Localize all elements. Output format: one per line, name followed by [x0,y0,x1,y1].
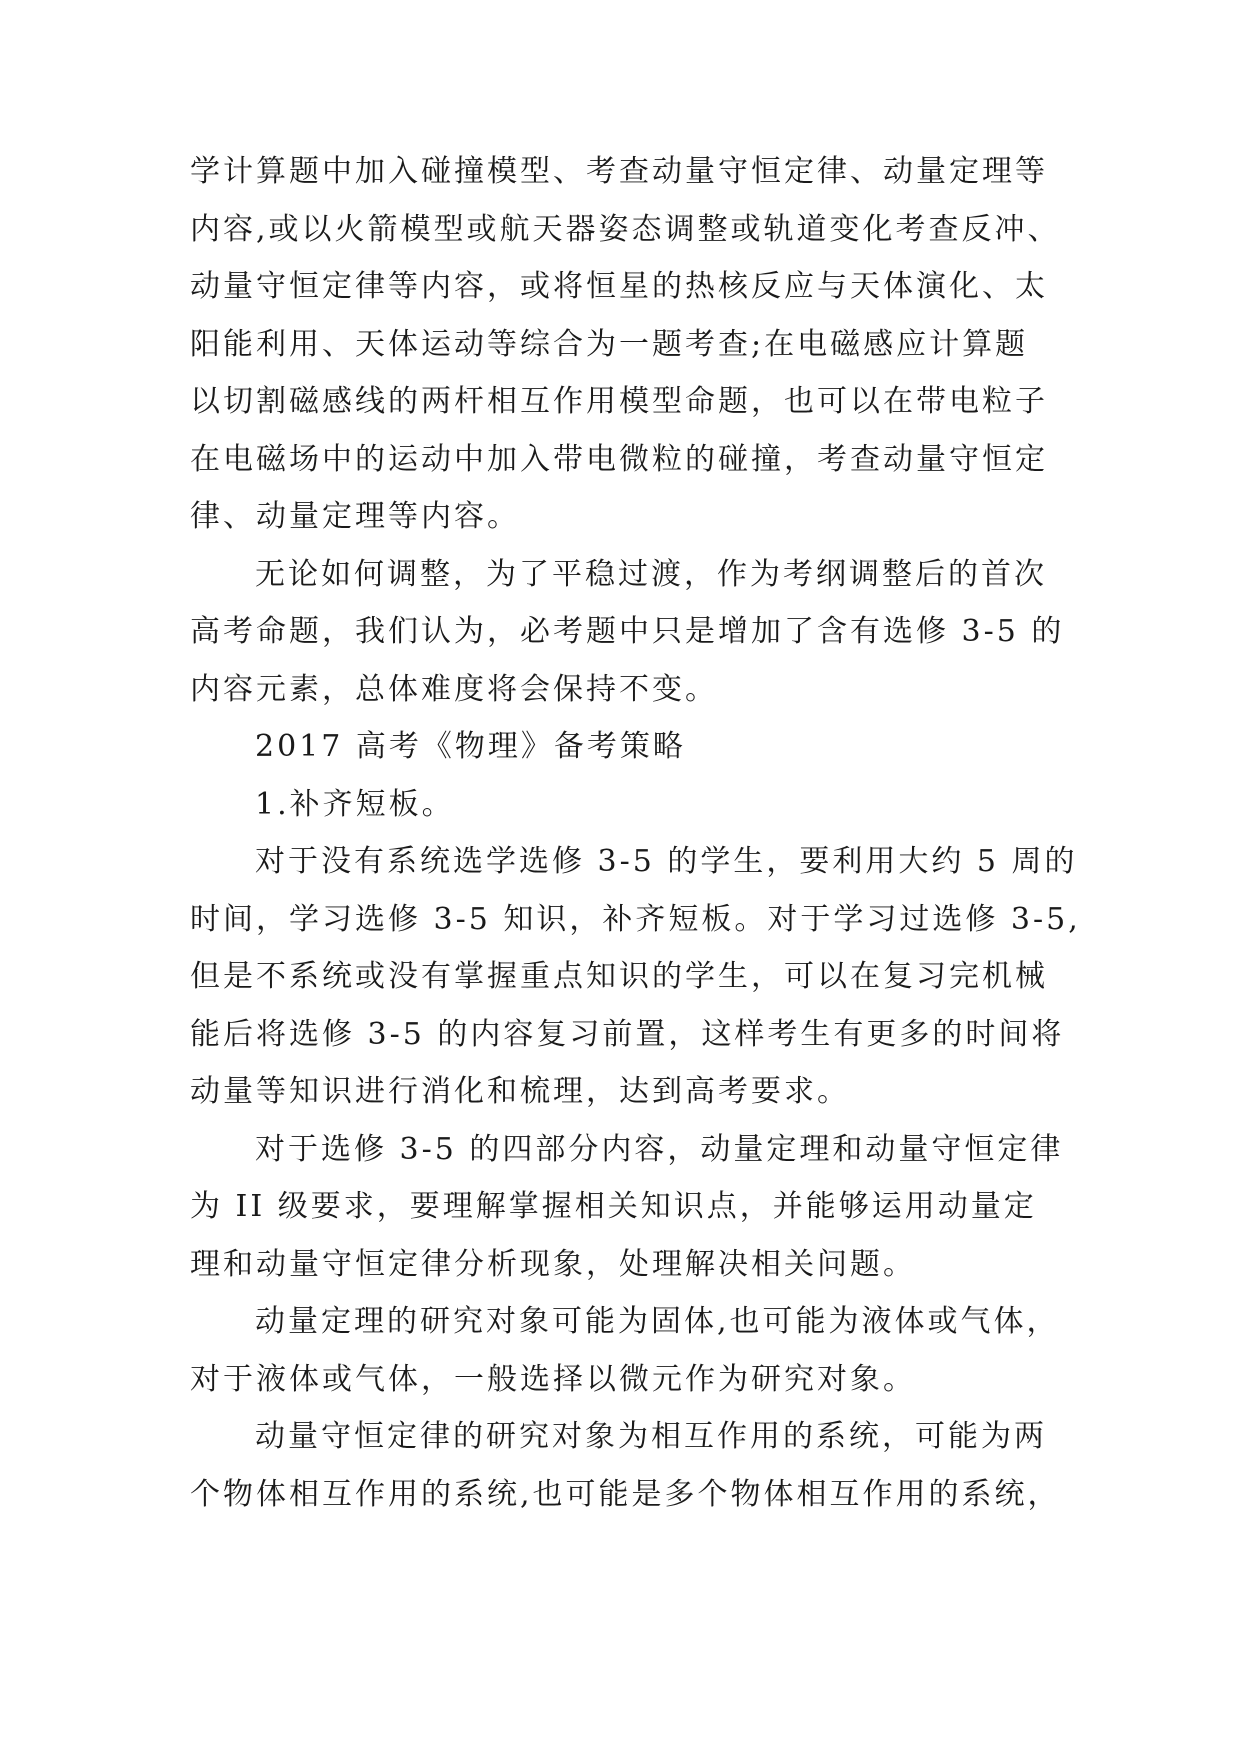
text-line: 理和动量守恒定律分析现象，处理解决相关问题。 [190,1247,916,1282]
text-line: 时间，学习选修 3-5 知识，补齐短板。对于学习过选修 3-5, [190,902,1081,937]
text-line: 以切割磁感线的两杆相互作用模型命题，也可以在带电粒子 [190,384,1048,419]
paragraph-first-line: 对于没有系统选学选修 3-5 的学生，要利用大约 5 周的 [255,844,1078,879]
text-line: 个物体相互作用的系统,也可能是多个物体相互作用的系统， [190,1477,1061,1512]
text-line: 能后将选修 3-5 的内容复习前置，这样考生有更多的时间将 [190,1017,1065,1052]
paragraph-first-line: 动量定理的研究对象可能为固体,也可能为液体或气体， [255,1304,1060,1339]
text-line: 学计算题中加入碰撞模型、考查动量守恒定律、动量定理等 [190,154,1048,189]
subsection-heading: 1.补齐短板。 [255,787,455,822]
text-line: 在电磁场中的运动中加入带电微粒的碰撞，考查动量守恒定 [190,442,1048,477]
text-line: 对于液体或气体，一般选择以微元作为研究对象。 [190,1362,916,1397]
text-line: 高考命题，我们认为，必考题中只是增加了含有选修 3-5 的 [190,614,1065,649]
text-line: 内容,或以火箭模型或航天器姿态调整或轨道变化考查反冲、 [190,212,1061,247]
text-line: 律、动量定理等内容。 [190,499,520,534]
paragraph-first-line: 动量守恒定律的研究对象为相互作用的系统，可能为两 [255,1419,1047,1454]
text-line: 阳能利用、天体运动等综合为一题考查;在电磁感应计算题 [190,327,1029,362]
text-line: 为 II 级要求，要理解掌握相关知识点，并能够运用动量定 [190,1189,1037,1224]
text-line: 动量守恒定律等内容，或将恒星的热核反应与天体演化、太 [190,269,1048,304]
section-heading: 2017 高考《物理》备考策略 [255,729,686,764]
text-line: 内容元素，总体难度将会保持不变。 [190,672,718,707]
paragraph-first-line: 对于选修 3-5 的四部分内容，动量定理和动量守恒定律 [255,1132,1064,1167]
text-line: 但是不系统或没有掌握重点知识的学生，可以在复习完机械 [190,959,1048,994]
paragraph-first-line: 无论如何调整，为了平稳过渡，作为考纲调整后的首次 [255,557,1047,592]
text-line: 动量等知识进行消化和梳理，达到高考要求。 [190,1074,850,1109]
